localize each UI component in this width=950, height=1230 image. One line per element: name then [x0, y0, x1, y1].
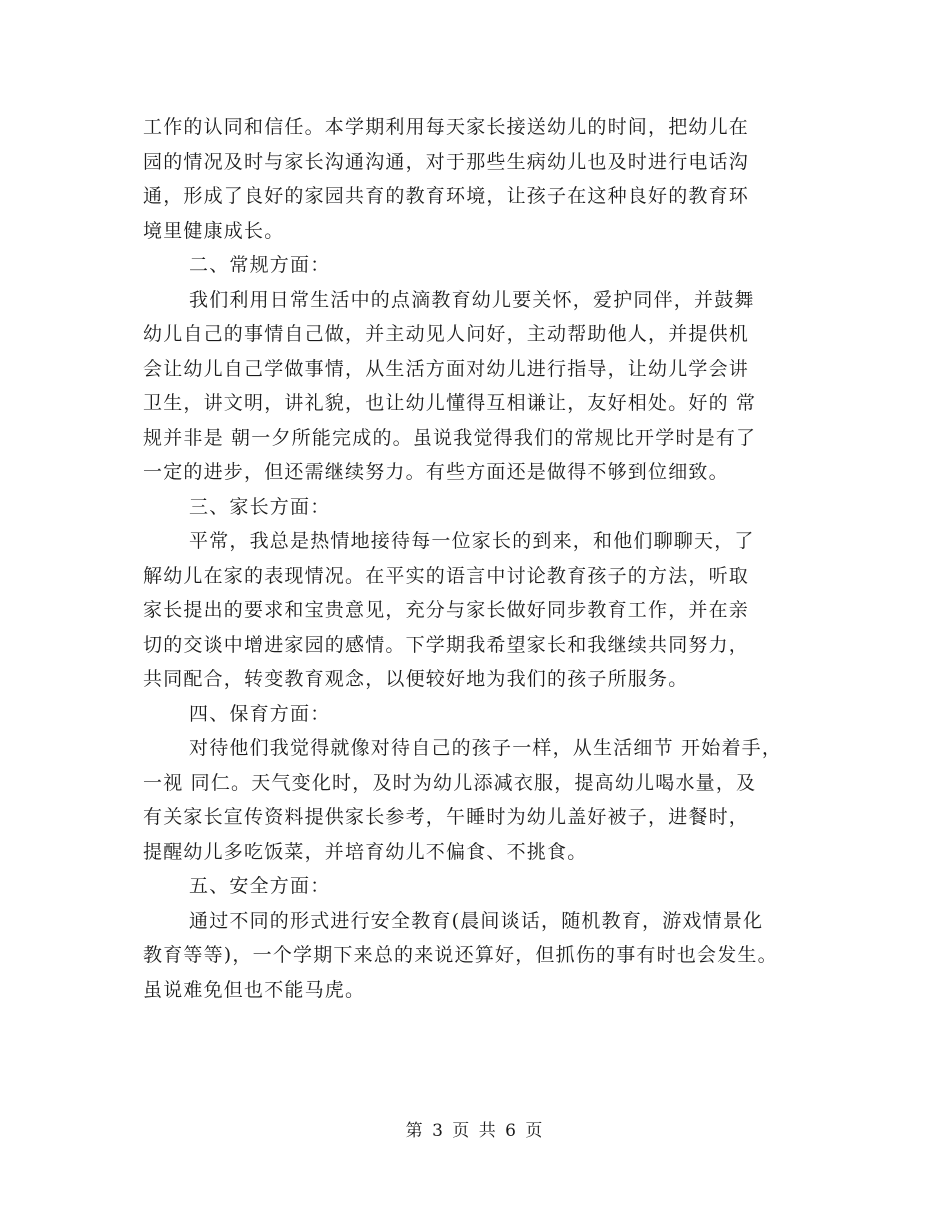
text-line: 我们利用日常生活中的点滴教育幼儿要关怀，爱护同伴，并鼓舞 [189, 288, 755, 311]
text-line: 幼儿自己的事情自己做，并主动见人问好，主动帮助他人，并提供机 [143, 323, 750, 345]
text-line: 共同配合，转变教育观念，以便较好地为我们的孩子所服务。 [143, 668, 689, 690]
text-line: 通，形成了良好的家园共育的教育环境，让孩子在这种良好的教育环 [143, 185, 750, 207]
text-line: 工作的认同和信任。本学期利用每天家长接送幼儿的时间，把幼儿在 [143, 116, 750, 138]
text-line: 平常，我总是热情地接待每一位家长的到来，和他们聊聊天，了 [189, 530, 755, 552]
text-line: 解幼儿在家的表现情况。在平实的语言中讨论教育孩子的方法，听取 [143, 564, 750, 587]
text-line: 会让幼儿自己学做事情，从生活方面对幼儿进行指导，让幼儿学会讲 [143, 357, 750, 380]
text-line: 五、安全方面： [189, 875, 331, 897]
text-line: 虽说难免但也不能马虎。 [143, 978, 366, 1001]
page-footer: 第 3 页 共 6 页 [405, 1121, 545, 1141]
text-line: 一视 同仁。天气变化时，及时为幼儿添减衣服，提高幼儿喝水量，及 [143, 771, 757, 794]
text-line: 园的情况及时与家长沟通沟通，对于那些生病幼儿也及时进行电话沟 [143, 150, 750, 173]
text-line: 提醒幼儿多吃饭菜，并培育幼儿不偏食、不挑食。 [143, 840, 588, 863]
text-line: 切的交谈中增进家园的感情。下学期我希望家长和我继续共同努力， [143, 633, 750, 656]
document-body [143, 110, 808, 1007]
text-line: 通过不同的形式进行安全教育(晨间谈话，随机教育，游戏情景化 [189, 909, 764, 932]
text-line: 规并非是 朝一夕所能完成的。虽说我觉得我们的常规比开学时是有了 [143, 426, 757, 449]
text-line: 境里健康成长。 [143, 219, 285, 242]
text-line: 家长提出的要求和宝贵意见，充分与家长做好同步教育工作，并在亲 [143, 599, 750, 621]
text-line: 对待他们我觉得就像对待自己的孩子一样，从生活细节 开始着手， [189, 737, 783, 759]
text-line: 一定的进步，但还需继续努力。有些方面还是做得不够到位细致。 [143, 461, 729, 483]
text-line: 四、保育方面： [189, 702, 331, 725]
text-line: 二、常规方面： [189, 254, 331, 276]
text-line: 有关家长宣传资料提供家长参考，午睡时为幼儿盖好被子，进餐时， [143, 806, 750, 828]
text-line: 三、家长方面： [189, 495, 331, 518]
text-line: 教育等等)，一个学期下来总的来说还算好，但抓伤的事有时也会发生。 [143, 944, 778, 966]
text-line: 卫生，讲文明，讲礼貌，也让幼儿懂得互相谦让，友好相处。好的 常 [143, 392, 757, 414]
